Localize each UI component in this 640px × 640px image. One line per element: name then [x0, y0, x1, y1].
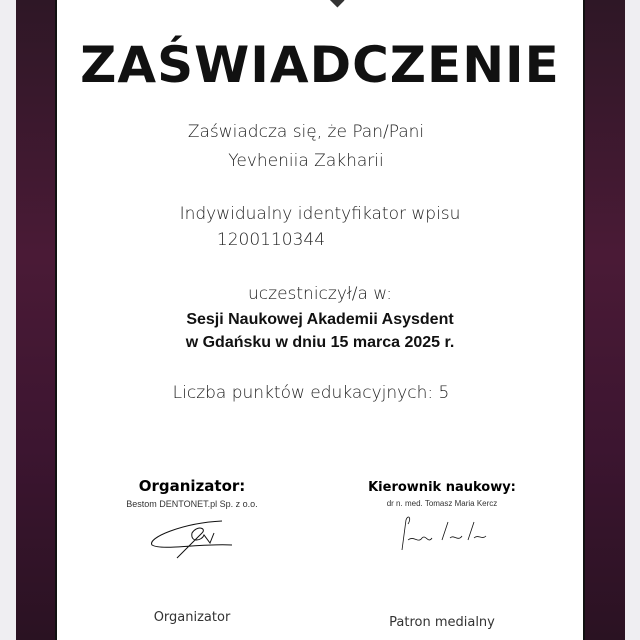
participated-text: uczestniczył/a w: — [248, 284, 392, 304]
scientific-signature — [392, 510, 492, 555]
id-value: 1200110344 — [216, 230, 326, 250]
education-points: Liczba punktów edukacyjnych: 5 — [172, 383, 450, 403]
organizer-signature — [142, 513, 242, 563]
id-label: Indywidualny identyfikator wpisu — [179, 204, 461, 224]
organizer-block — [72, 477, 312, 625]
scientific-name: dr n. med. Tomasz Maria Kercz — [386, 499, 498, 508]
logo-icon — [328, 0, 345, 7]
certificate-title: ZAŚWIADCZENIE — [80, 36, 560, 94]
organizer-heading: Organizator: — [138, 477, 246, 495]
scientific-footer: Patron medialny — [389, 615, 495, 630]
event-line-1: Sesji Naukowej Akademii Asysdent — [186, 311, 454, 328]
certify-text: Zaświadcza się, że Pan/Pani — [187, 122, 425, 142]
scientific-block — [322, 480, 562, 630]
recipient-name: Yevheniia Zakharii — [228, 151, 384, 171]
organizer-name: Bestom DENTONET.pl Sp. z o.o. — [126, 499, 258, 509]
scientific-heading: Kierownik naukowy: — [368, 480, 516, 495]
event-line-2: w Gdańsku w dniu 15 marca 2025 r. — [185, 334, 455, 351]
organizer-footer: Organizator — [153, 610, 231, 625]
certificate — [55, 0, 585, 640]
